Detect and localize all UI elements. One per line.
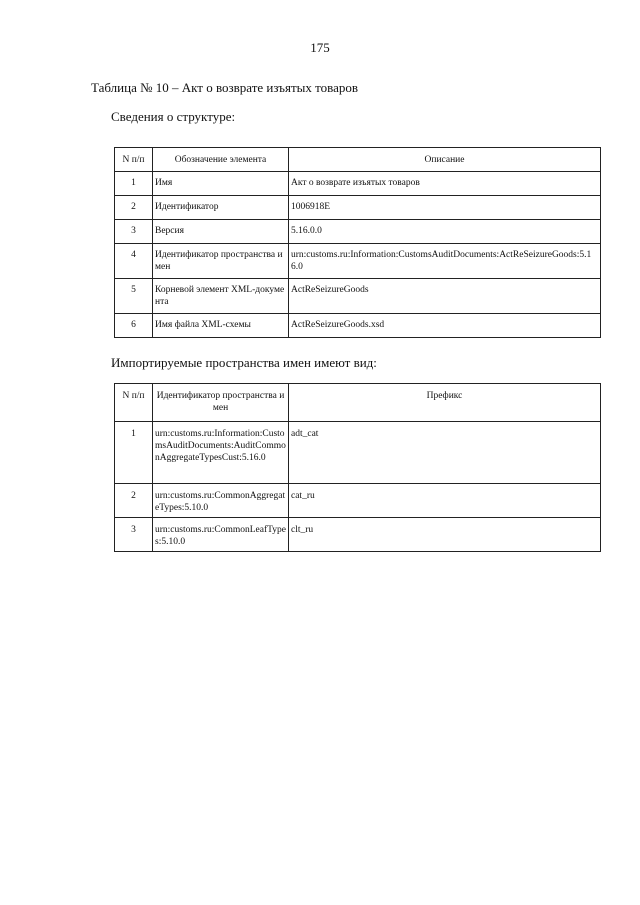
cell-element: Идентификатор пространства имен: [153, 244, 289, 279]
cell-description: 5.16.0.0: [289, 220, 601, 244]
table-row: [115, 518, 601, 552]
cell-number: 1: [115, 172, 153, 196]
cell-description: urn:customs.ru:Information:CustomsAuditDocuments:ActReSeizureGoods:5.16.0: [289, 244, 601, 279]
cell-number: 4: [115, 244, 153, 279]
table-row: [115, 172, 601, 196]
cell-prefix: clt_ru: [289, 518, 601, 552]
cell-namespace: urn:customs.ru:Information:CustomsAuditDocuments:AuditCommonAggregateTypesCust:5.16.0: [153, 422, 289, 484]
namespaces-heading: Импортируемые пространства имен имеют вид:: [111, 355, 377, 370]
table-row: [115, 244, 601, 279]
cell-element: Имя файла XML-схемы: [153, 314, 289, 338]
table-row: [115, 279, 601, 314]
cell-element: Имя: [153, 172, 289, 196]
structure-heading: Сведения о структуре:: [111, 109, 236, 124]
column-header-number: N п/п: [115, 148, 153, 172]
table-row: [115, 422, 601, 484]
cell-description: ActReSeizureGoods.xsd: [289, 314, 601, 338]
column-header-number: N п/п: [115, 384, 153, 422]
cell-number: 6: [115, 314, 153, 338]
table-row: [115, 220, 601, 244]
page-number: 175: [310, 40, 330, 55]
cell-number: 1: [115, 422, 153, 484]
column-header-prefix: Префикс: [289, 384, 601, 422]
cell-namespace: urn:customs.ru:CommonAggregateTypes:5.10.0: [153, 484, 289, 518]
cell-element: Корневой элемент XML-документа: [153, 279, 289, 314]
namespaces-table: [114, 383, 601, 552]
cell-number: 3: [115, 518, 153, 552]
cell-description: ActReSeizureGoods: [289, 279, 601, 314]
table-header-row: [115, 148, 601, 172]
column-header-element: Обозначение элемента: [153, 148, 289, 172]
cell-prefix: adt_cat: [289, 422, 601, 484]
table-row: [115, 196, 601, 220]
cell-element: Версия: [153, 220, 289, 244]
cell-description: Акт о возврате изъятых товаров: [289, 172, 601, 196]
table-row: [115, 484, 601, 518]
cell-number: 5: [115, 279, 153, 314]
structure-table: [114, 147, 601, 338]
cell-prefix: cat_ru: [289, 484, 601, 518]
cell-number: 3: [115, 220, 153, 244]
cell-number: 2: [115, 196, 153, 220]
cell-description: 1006918E: [289, 196, 601, 220]
table-header-row: [115, 384, 601, 422]
cell-element: Идентификатор: [153, 196, 289, 220]
column-header-description: Описание: [289, 148, 601, 172]
table-row: [115, 314, 601, 338]
column-header-namespace: Идентификатор пространства имен: [153, 384, 289, 422]
table-caption: Таблица № 10 – Акт о возврате изъятых товаров: [91, 80, 359, 95]
cell-namespace: urn:customs.ru:CommonLeafTypes:5.10.0: [153, 518, 289, 552]
cell-number: 2: [115, 484, 153, 518]
